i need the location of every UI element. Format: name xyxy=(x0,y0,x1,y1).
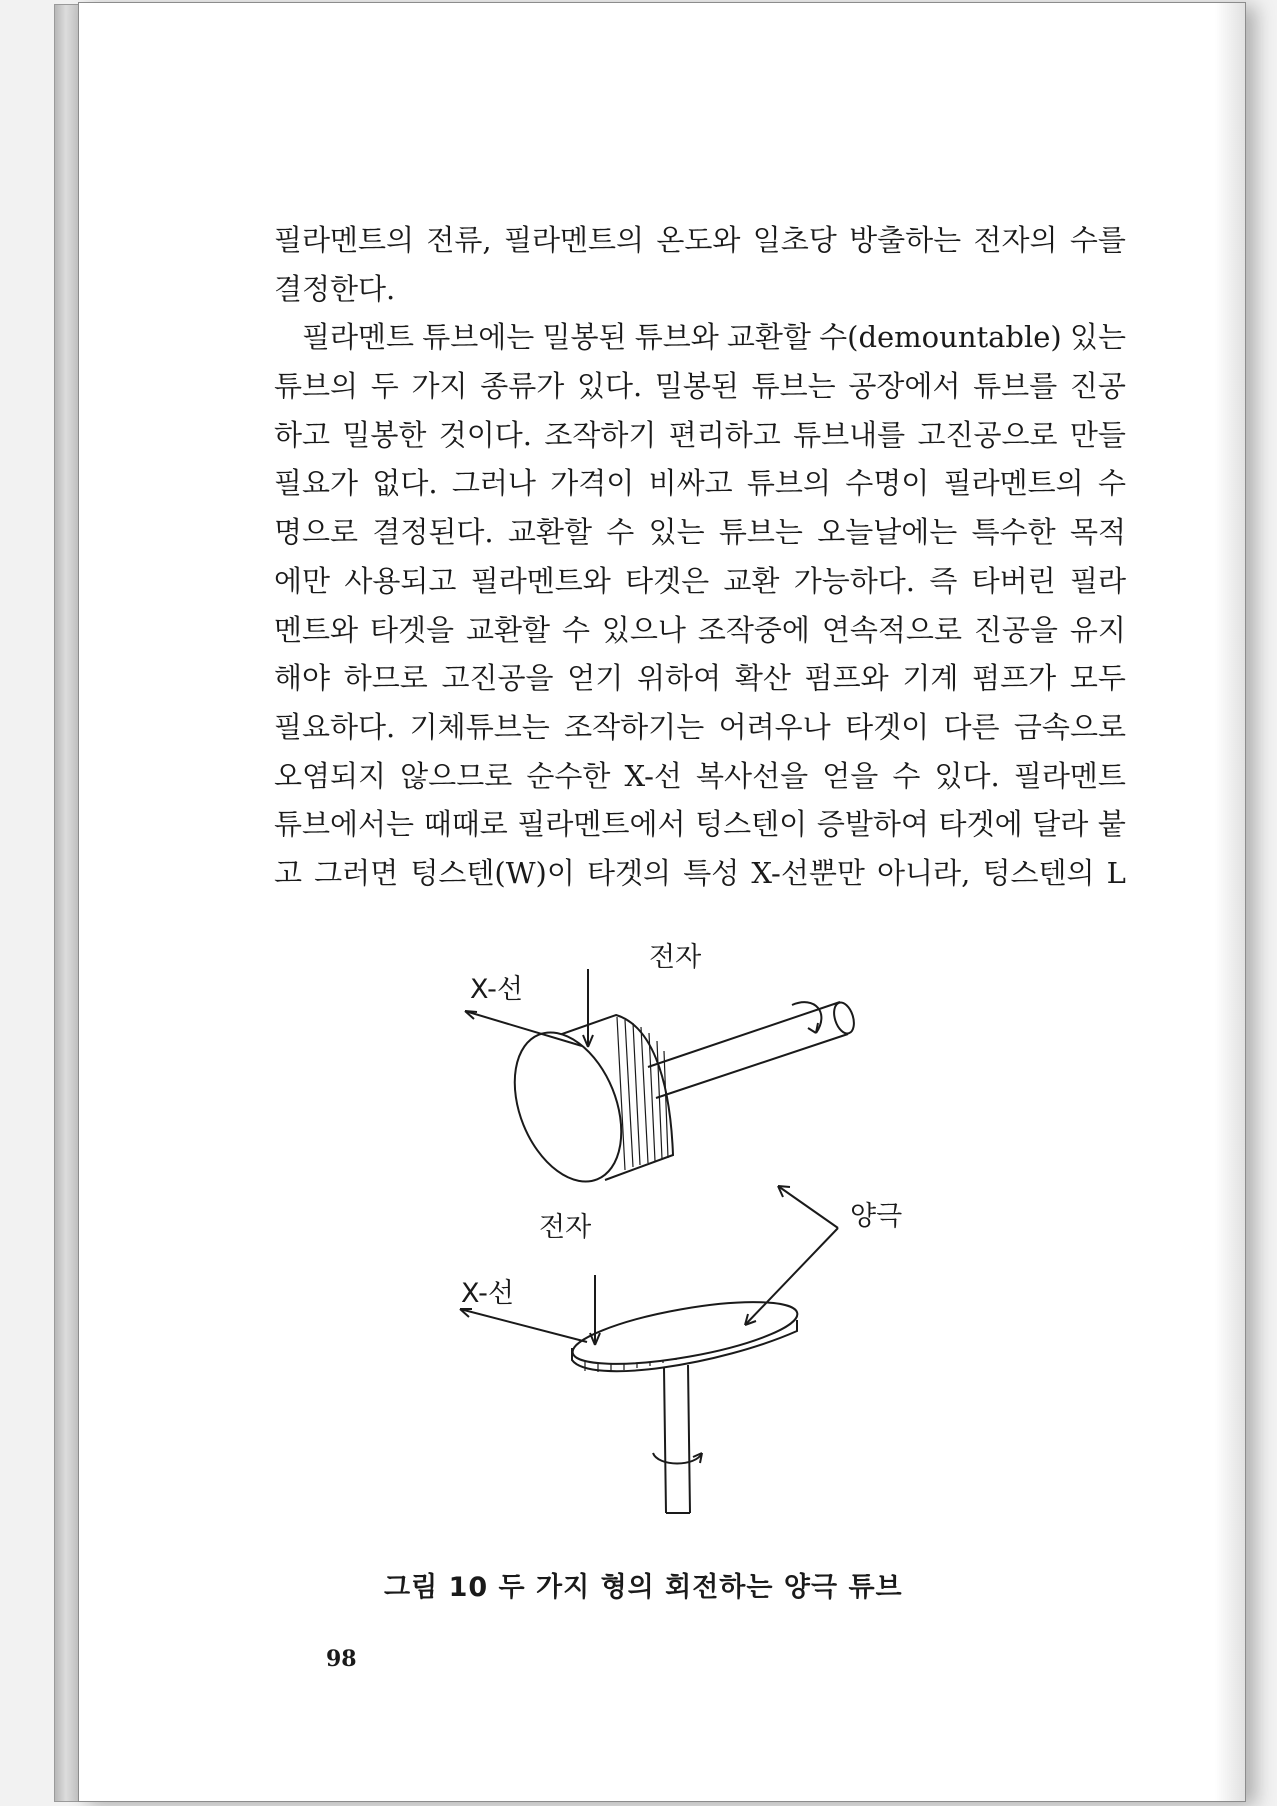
word: 아니라, xyxy=(877,855,971,890)
word: 때때로 xyxy=(423,807,508,842)
word: 방출하는 xyxy=(849,223,962,257)
rotating-anode-diagram xyxy=(420,935,940,1540)
word: 멘트와 xyxy=(274,612,359,647)
word: 튜브는 xyxy=(718,515,803,550)
text-line xyxy=(274,313,1126,362)
word: 유지 xyxy=(1069,612,1126,647)
word: 튜브내를 xyxy=(793,417,906,452)
label-electron-bottom: 전자 xyxy=(539,1212,592,1243)
word: 명으로 xyxy=(274,515,359,550)
word: 연속적으로 xyxy=(821,612,962,647)
word: 수 xyxy=(892,758,921,793)
word: 만들 xyxy=(1069,417,1126,452)
word: 고진공을 xyxy=(441,661,554,696)
word: 조작하기 xyxy=(544,417,657,452)
word: 필라멘트의 xyxy=(274,223,415,257)
word: 편리하고 xyxy=(668,417,781,452)
word: 전류, xyxy=(426,223,492,257)
word: 붙 xyxy=(1097,807,1126,842)
word: 필요가 xyxy=(274,466,359,501)
word: 진공 xyxy=(1069,369,1126,404)
word: 얻을 xyxy=(822,758,879,793)
word: 복사선을 xyxy=(696,758,809,793)
word: X-선뿐만 xyxy=(751,855,865,890)
bottom-xray-arrow xyxy=(460,1309,587,1342)
word: 교환할 xyxy=(465,612,551,647)
top-anode-face xyxy=(494,1017,641,1198)
word: 필요하다. xyxy=(274,709,396,744)
word: 타겟에 xyxy=(938,807,1023,842)
word: 온도와 xyxy=(656,223,741,257)
word: 특성 xyxy=(683,855,740,890)
word: 기체튜브는 xyxy=(409,709,550,744)
word: 밀봉한 xyxy=(342,417,427,452)
word: 공장에서 xyxy=(848,369,961,404)
word: 타겟의 xyxy=(587,855,672,890)
label-anode: 양극 xyxy=(850,1201,903,1232)
word: 두 xyxy=(370,369,399,404)
word: 텅스텐(W)이 xyxy=(410,855,575,890)
word: 있다. xyxy=(576,369,643,404)
top-anode-shaft xyxy=(648,1002,848,1098)
word: 있다. xyxy=(934,758,1000,793)
word: 결정한다. xyxy=(274,271,396,306)
word: 위하여 xyxy=(637,661,722,696)
word: 그러면 xyxy=(314,855,399,890)
anode-pointer-top xyxy=(778,1186,838,1228)
word: 얻기 xyxy=(567,661,624,696)
word: 증발하여 xyxy=(816,807,929,842)
text-line xyxy=(274,557,1126,606)
word: 않으므로 xyxy=(400,758,513,793)
word: 텅스텐의 xyxy=(982,855,1095,890)
word: 교환 xyxy=(723,563,780,598)
top-shaft-end xyxy=(830,1000,857,1036)
word: 사용되고 xyxy=(344,563,457,598)
word: 펌프와 xyxy=(804,661,889,696)
label-xray-bottom: X-선 xyxy=(461,1278,514,1309)
word: 튜브의 xyxy=(274,369,359,404)
word: 것이다. xyxy=(438,417,532,452)
word: 비싸고 xyxy=(648,466,733,501)
word: 밀봉된 xyxy=(542,320,627,355)
word: 가능하다. xyxy=(793,563,916,598)
text-line xyxy=(274,606,1126,655)
text-line xyxy=(274,411,1126,460)
word: 타겟을 xyxy=(369,612,455,647)
text-line xyxy=(274,459,1126,508)
word: 타겟이 xyxy=(845,709,930,744)
figure-caption: 그림 10 두 가지 형의 회전하는 양극 튜브 xyxy=(384,1572,903,1603)
text-line xyxy=(274,362,1126,411)
word: 필라멘트와 xyxy=(470,563,611,598)
word: 해야 xyxy=(274,661,331,696)
text-line xyxy=(274,508,1126,557)
word: 교환할 xyxy=(507,515,592,550)
label-xray-top: X-선 xyxy=(470,974,523,1005)
word: 텅스텐이 xyxy=(695,807,808,842)
word: 결정된다. xyxy=(372,515,494,550)
word: 진공을 xyxy=(973,612,1058,647)
word: 튜브는 xyxy=(751,369,836,404)
word: 필라멘트의 xyxy=(503,223,645,257)
bottom-anode-shaft xyxy=(664,1365,690,1513)
bottom-rotation-arrow xyxy=(653,1453,702,1464)
body-text xyxy=(274,216,1126,898)
word: 있으나 xyxy=(601,612,686,647)
top-xray-arrow xyxy=(465,1011,582,1046)
word: 하므로 xyxy=(343,661,428,696)
word: 고 xyxy=(274,855,303,890)
word: 튜브에서는 xyxy=(274,807,415,842)
word: 금속으로 xyxy=(1013,709,1126,744)
word: 확산 xyxy=(734,661,791,696)
book-page-edge xyxy=(54,4,80,1802)
word: 즉 xyxy=(929,563,958,598)
page-shading xyxy=(1215,3,1245,1801)
word: 순수한 xyxy=(526,758,611,793)
word: 필라멘트 xyxy=(302,320,415,355)
word: 있는 xyxy=(1069,320,1126,355)
word: 밀봉된 xyxy=(654,369,739,404)
word: 타버린 xyxy=(971,563,1056,598)
word: 수를 xyxy=(1069,223,1126,257)
word: 종류가 xyxy=(480,369,565,404)
word: 조작하기는 xyxy=(564,709,705,744)
rotating-anode-figure xyxy=(420,935,940,1540)
word: 수 xyxy=(1097,466,1126,501)
word: L xyxy=(1106,855,1126,890)
word: 일초당 xyxy=(752,223,837,257)
word: 오염되지 xyxy=(274,758,387,793)
word: 필라멘트에서 xyxy=(517,807,686,842)
word: 타겟은 xyxy=(625,563,710,598)
word: 수(demountable) xyxy=(819,320,1062,355)
word: 가지 xyxy=(411,369,468,404)
text-line xyxy=(274,265,1126,314)
word: 필라멘트의 xyxy=(943,466,1084,501)
label-electron-top: 전자 xyxy=(649,942,702,973)
word: 하고 xyxy=(274,417,331,452)
word: 그러나 xyxy=(451,466,536,501)
word: 튜브와 xyxy=(634,320,719,355)
word: 필라 xyxy=(1069,563,1126,598)
word: 없다. xyxy=(372,466,438,501)
text-line xyxy=(274,849,1126,898)
word: 오늘날에는 xyxy=(817,515,958,550)
text-line xyxy=(274,800,1126,849)
word: 필라멘트 xyxy=(1013,758,1126,793)
word: 수 xyxy=(561,612,590,647)
word: 조작중에 xyxy=(697,612,810,647)
word: 튜브에는 xyxy=(422,320,535,355)
word: 가격이 xyxy=(550,466,635,501)
word: 에만 xyxy=(274,563,331,598)
word: 교환할 xyxy=(726,320,811,355)
word: 고진공으로 xyxy=(917,417,1058,452)
word: 어려우나 xyxy=(718,709,831,744)
word: 있는 xyxy=(648,515,705,550)
word: 펌프가 xyxy=(972,661,1057,696)
word: 수명이 xyxy=(845,466,930,501)
word: 튜브를 xyxy=(973,369,1058,404)
text-line xyxy=(274,216,1126,265)
word: 전자의 xyxy=(973,223,1058,257)
word: 목적 xyxy=(1069,515,1126,550)
word: 모두 xyxy=(1069,661,1126,696)
word: 튜브의 xyxy=(746,466,831,501)
word: 달라 xyxy=(1032,807,1089,842)
word: 수 xyxy=(606,515,635,550)
word: 다른 xyxy=(943,709,1000,744)
word: 특수한 xyxy=(971,515,1056,550)
text-line xyxy=(274,654,1126,703)
text-line xyxy=(274,703,1126,752)
word: 기계 xyxy=(902,661,959,696)
word: X-선 xyxy=(624,758,682,793)
page-number: 98 xyxy=(326,1646,357,1672)
text-line xyxy=(274,752,1126,801)
